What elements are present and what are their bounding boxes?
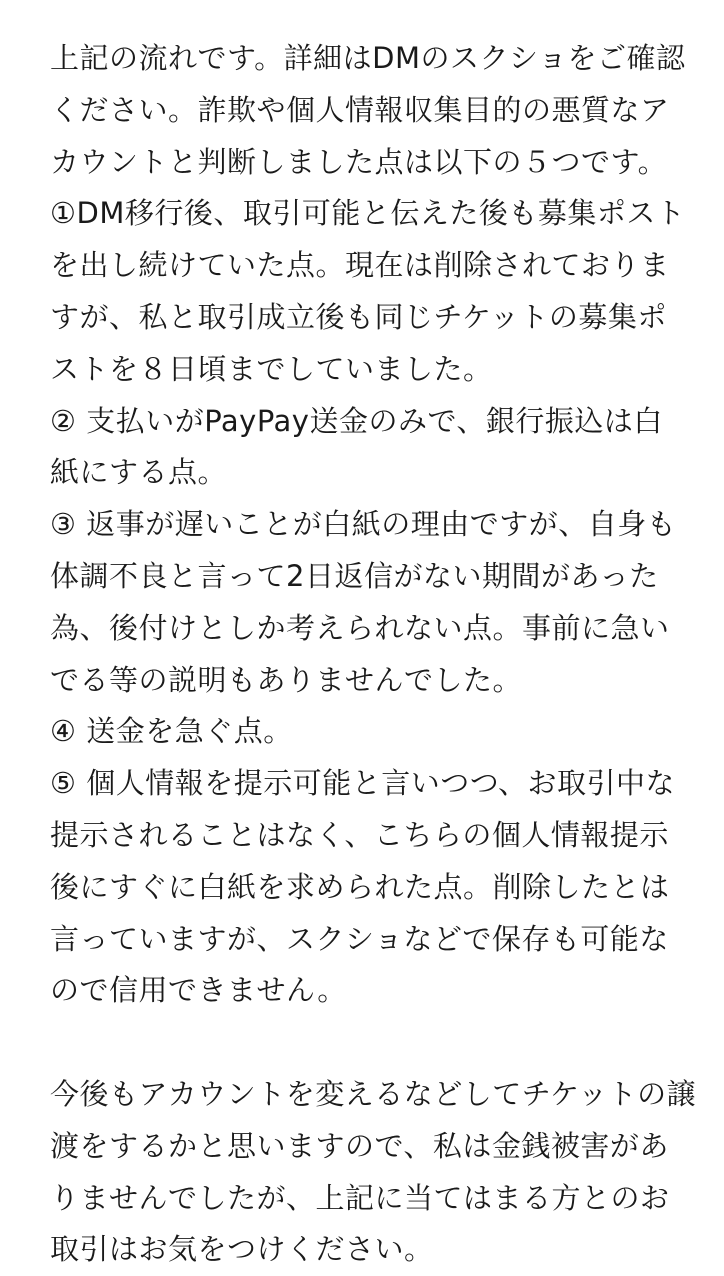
paragraph-reasons [50, 33, 724, 1017]
text-line: 提示されることはなく、こちらの個人情報提示 [50, 817, 669, 852]
text-line: 今後もアカウントを変えるなどしてチケットの譲 [50, 1076, 697, 1111]
text-line: 体調不良と言って2日返信がない期間があった [50, 558, 659, 593]
text-line: ⑤ 個人情報を提示可能と言いつつ、お取引中な [50, 766, 676, 801]
text-line: 上記の流れです。詳細はDMのスクショをご確認 [50, 41, 686, 75]
text-line: ④ 送金を急ぐ点。 [50, 714, 293, 749]
text-line: 渡をするかと思いますので、私は金銭被害があ [50, 1128, 669, 1163]
text-line: 取引はお気をつけください。 [50, 1232, 434, 1267]
text-line: 言っていますが、スクショなどで保存も可能な [50, 921, 669, 956]
text-line: ください。詐欺や個人情報収集目的の悪質なア [50, 92, 670, 127]
text-line: 紙にする点。 [50, 455, 228, 490]
text-line: 後にすぐに白紙を求められた点。削除したとは [50, 869, 670, 904]
text-line: ② 支払いがPayPay送金のみで、銀行振込は白 [50, 403, 663, 438]
text-line: ③ 返事が遅いことが白紙の理由ですが、自身も [50, 507, 677, 542]
note-text-body [50, 33, 724, 1276]
text-line: を出し続けていた点。現在は削除されておりま [50, 248, 670, 283]
text-line: すが、私と取引成立後も同じチケットの募集ポ [50, 299, 667, 334]
text-line: でる等の説明もありませんでした。 [50, 662, 523, 697]
paragraph-warning [50, 1069, 724, 1276]
paragraph-gap [50, 1017, 724, 1069]
text-line: ので信用できません。 [50, 973, 347, 1008]
text-line: 為、後付けとしか考えられない点。事前に急い [50, 610, 670, 645]
text-line: カウントと判断しました点は以下の５つです。 [50, 144, 668, 179]
text-line: ①DM移行後、取引可能と伝えた後も募集ポスト [50, 196, 686, 231]
text-line: ストを８日頃までしていました。 [50, 351, 493, 386]
text-line: りませんでしたが、上記に当てはまる方とのお [50, 1180, 670, 1215]
